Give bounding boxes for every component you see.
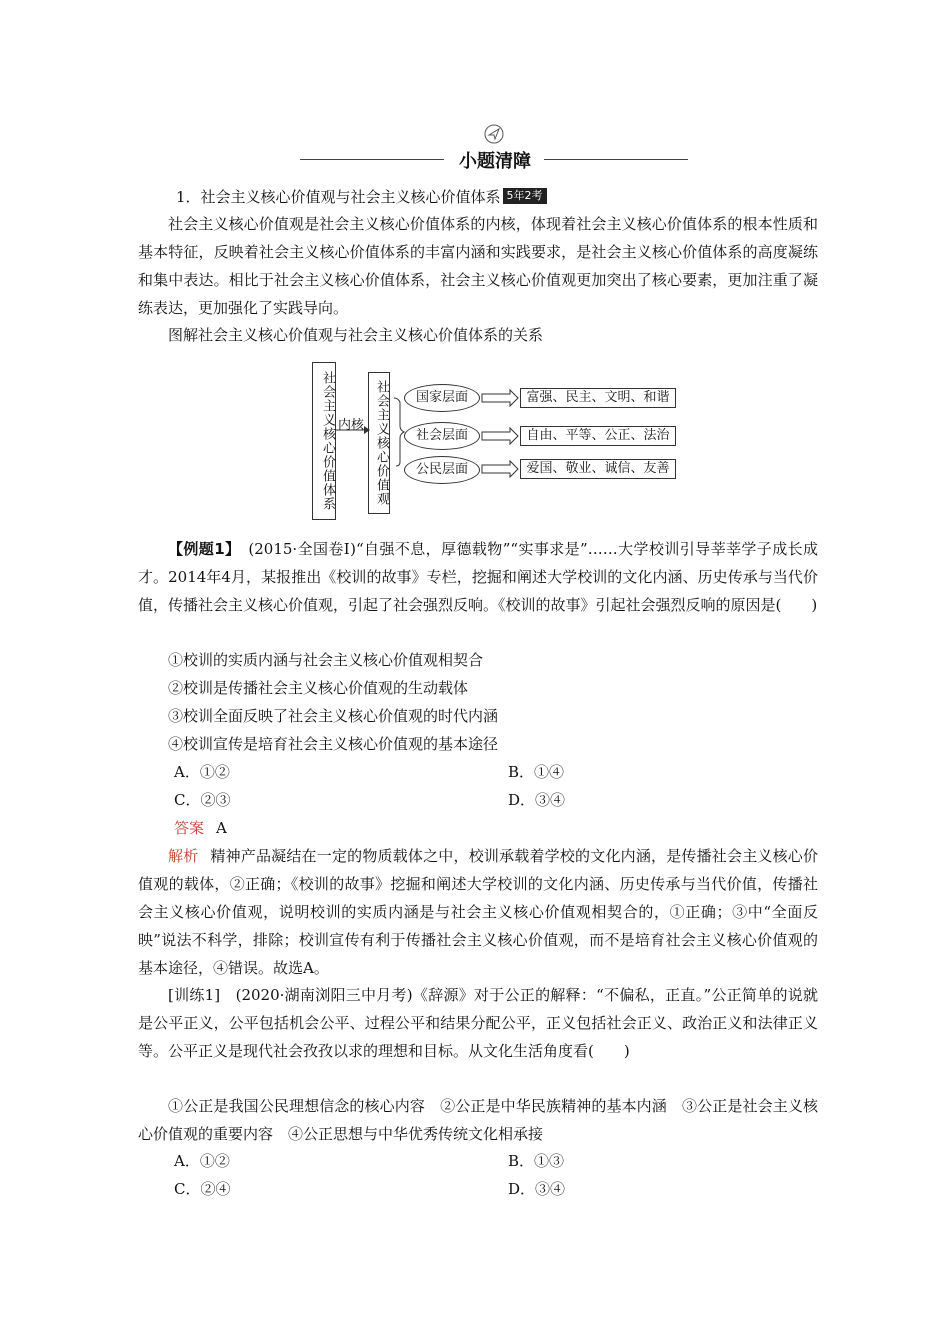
training1-option-a: A．①②: [174, 1152, 230, 1170]
training1-stem: [训练1] (2020·湖南浏阳三中月考)《辞源》对于公正的解释：“不偏私，正直。”公正简单的说就是公平正义，公平包括机会公平、过程公平和结果分配公平，正义包括社会正义、政治正义和法律正义等。公平正义是现代社会孜孜以求的理想和目标。从文化生活角度看( ): [138, 986, 818, 1060]
core-label: 内核: [338, 418, 365, 433]
example1-item-1: ①校训的实质内涵与社会主义核心价值观相契合: [168, 651, 484, 669]
example1-option-c: C．②③: [174, 791, 231, 809]
level-social-ellipse: 社会层面: [404, 422, 480, 450]
citizen-values-box: 爱国、敬业、诚信、友善: [520, 459, 676, 479]
section-header: [300, 122, 688, 174]
example1-option-b: B．①④: [508, 763, 565, 781]
social-values-box: 自由、平等、公正、法治: [520, 426, 676, 446]
header-rule-right: [544, 159, 688, 160]
example1-item-3: ③校训全面反映了社会主义核心价值观的时代内涵: [168, 707, 499, 725]
section-heading: 1．社会主义核心价值观与社会主义核心价值体系 5年2考: [176, 183, 856, 211]
training1-option-c: C．②④: [174, 1180, 231, 1198]
national-values-box: 富强、民主、文明、和谐: [520, 388, 676, 408]
frequency-badge: 5年2考: [503, 188, 547, 204]
answer-label: 答案: [174, 819, 205, 837]
example1-label: 【例题1】: [168, 540, 233, 558]
example1-item-2: ②校训是传播社会主义核心价值观的生动载体: [168, 679, 469, 697]
training1-option-d: D．③④: [508, 1180, 566, 1198]
example1-analysis: 解析 精神产品凝结在一定的物质载体之中，校训承载着学校的文化内涵，是传播社会主义核心价值观的载体，②正确；《校训的故事》挖掘和阐述大学校训的文化内涵、历史传承与当代价值，传播社会主义核心价值观，说明校训的实质内涵是与社会主义核心价值观相契合的，①正确；③中“全面反映”说法不科学，排除；校训宣传有利于传播社会主义核心价值观，而不是培育社会主义核心价值观的基本途径，④错误。故选A。: [138, 847, 818, 977]
system-box: 社会主义核心价值体系: [312, 362, 336, 520]
section-paragraph: 社会主义核心价值观是社会主义核心价值体系的内核，体现着社会主义核心价值体系的根本性质和基本特征，反映着社会主义核心价值体系的丰富内涵和实践要求，是社会主义核心价值体系的高度凝练和集中表达。相比于社会主义核心价值体系，社会主义核心价值观更加突出了核心要素，更加注重了凝练表达，更加强化了实践导向。: [138, 215, 818, 317]
relationship-diagram: [312, 362, 682, 522]
training1-label: [训练1]: [168, 986, 221, 1004]
example1-option-a: A．①②: [174, 763, 230, 781]
header-rule-left: [300, 159, 444, 160]
training1-option-b: B．①③: [508, 1152, 565, 1170]
diagram-caption: 图解社会主义核心价值观与社会主义核心价值体系的关系: [168, 326, 544, 344]
level-national-ellipse: 国家层面: [404, 384, 480, 412]
analysis-label: 解析: [168, 847, 199, 865]
example1-stem: 【例题1】 (2015·全国卷Ⅰ)“自强不息，厚德载物”“实事求是”……大学校训引导莘莘学子成长成才。2014年4月，某报推出《校训的故事》专栏，挖掘和阐述大学校训的文化内涵、历史传承与当代价值，传播社会主义核心价值观，引起了社会强烈反响。《校训的故事》引起社会强烈反响的原因是( ): [138, 540, 819, 614]
header-title: 小题清障: [459, 151, 531, 172]
paper-plane-icon: [484, 124, 504, 144]
values-box: 社会主义核心价值观: [368, 372, 390, 514]
example1-answer: [174, 814, 227, 842]
answer-value: A: [216, 819, 227, 837]
training1-items: ①公正是我国公民理想信念的核心内容 ②公正是中华民族精神的基本内涵 ③公正是社会主义核心价值观的重要内容 ④公正思想与中华优秀传统文化相承接: [138, 1097, 818, 1143]
example1-option-d: D．③④: [508, 791, 566, 809]
level-citizen-ellipse: 公民层面: [404, 456, 480, 484]
example1-item-4: ④校训宣传是培育社会主义核心价值观的基本途径: [168, 735, 499, 753]
